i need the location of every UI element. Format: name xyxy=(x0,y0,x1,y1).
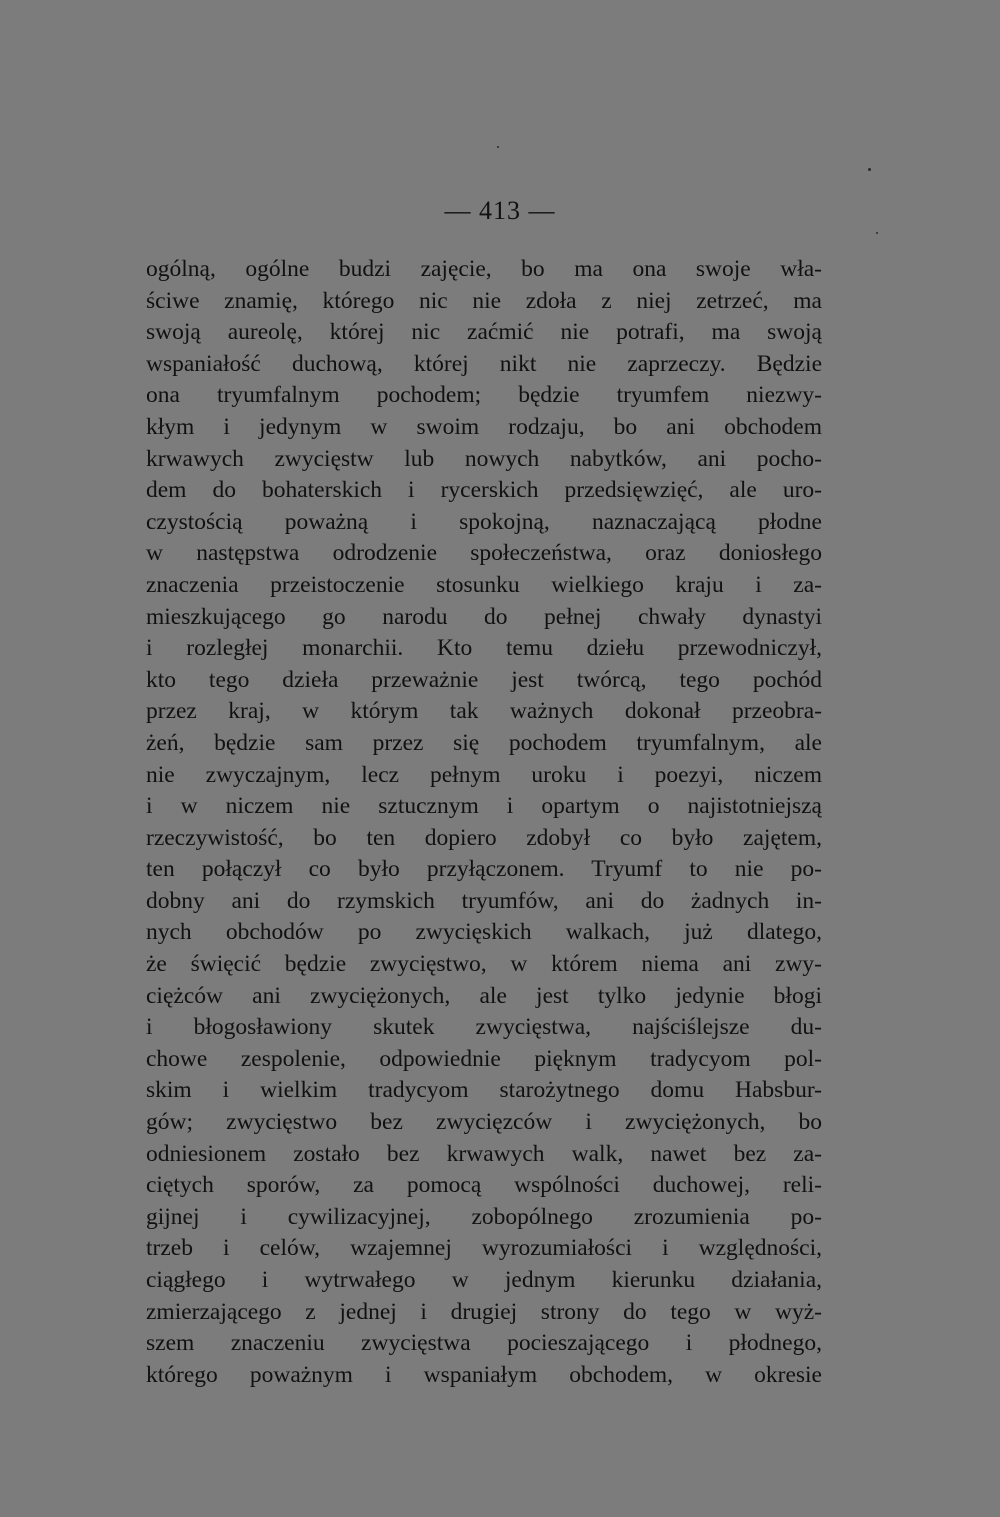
text-line: mieszkującego go narodu do pełnej chwały dynastyi xyxy=(146,603,822,630)
text-line: którego poważnym i wspaniałym obchodem, w okresie xyxy=(146,1361,822,1388)
text-line: ogólną, ogólne budzi zajęcie, bo ma ona swoje wła- xyxy=(146,256,822,282)
text-line: chowe zespolenie, odpowiednie pięknym tradycyom pol- xyxy=(146,1045,822,1072)
text-line: gów; zwycięstwo bez zwycięzców i zwyciężonych, bo xyxy=(146,1109,822,1136)
text-line: przez kraj, w którym tak ważnych dokonał przeobra- xyxy=(146,698,822,725)
text-line: żeń, będzie sam przez się pochodem tryumfalnym, ale xyxy=(146,729,822,756)
text-line: swoją aureolę, której nic zaćmić nie potrafi, ma swoją xyxy=(146,319,822,346)
text-line: i błogosławiony skutek zwycięstwa, najściślejsze du- xyxy=(146,1014,822,1041)
text-line: nie zwyczajnym, lecz pełnym uroku i poezyi, niczem xyxy=(146,761,822,788)
text-line: nych obchodów po zwycięskich walkach, już dlatego, xyxy=(146,919,822,946)
text-line: trzeb i celów, wzajemnej wyrozumiałości i względności, xyxy=(146,1235,822,1262)
scan-speck xyxy=(876,232,878,234)
text-line: ciężców ani zwyciężonych, ale jest tylko jedynie błogi xyxy=(146,982,822,1009)
scan-speck xyxy=(868,168,871,171)
text-line: ściwe znamię, którego nic nie zdoła z niej zetrzeć, ma xyxy=(146,287,822,314)
text-line: czystością poważną i spokojną, naznaczającą płodne xyxy=(146,508,822,535)
text-line: ten połączył co było przyłączonem. Tryumf to nie po- xyxy=(146,856,822,883)
body-text xyxy=(146,254,822,1391)
page-number: — 413 — xyxy=(444,196,556,225)
text-line: dem do bohaterskich i rycerskich przedsięwzięć, ale uro- xyxy=(146,477,822,504)
text-line: wspaniałość duchową, której nikt nie zaprzeczy. Będzie xyxy=(146,350,822,377)
text-line: kłym i jedynym w swoim rodzaju, bo ani obchodem xyxy=(146,413,822,440)
text-line: i rozległej monarchii. Kto temu dziełu przewodniczył, xyxy=(146,635,822,662)
text-line: szem znaczeniu zwycięstwa pocieszającego i płodnego, xyxy=(146,1330,822,1357)
text-line: ona tryumfalnym pochodem; będzie tryumfem niezwy- xyxy=(146,382,822,409)
text-line: zmierzającego z jednej i drugiej strony do tego w wyż- xyxy=(146,1298,822,1325)
text-line: ciętych sporów, za pomocą wspólności duchowej, reli- xyxy=(146,1172,822,1199)
text-line: skim i wielkim tradycyom starożytnego domu Habsbur- xyxy=(146,1077,822,1104)
text-line: rzeczywistość, bo ten dopiero zdobył co było zajętem, xyxy=(146,824,822,851)
text-line: dobny ani do rzymskich tryumfów, ani do żadnych in- xyxy=(146,887,822,914)
text-line: że święcić będzie zwycięstwo, w którem niema ani zwy- xyxy=(146,951,822,978)
text-line: w następstwa odrodzenie społeczeństwa, oraz doniosłego xyxy=(146,540,822,567)
text-line: ciągłego i wytrwałego w jednym kierunku działania, xyxy=(146,1267,822,1293)
text-line: i w niczem nie sztucznym i opartym o najistotniejszą xyxy=(146,793,822,820)
text-line: kto tego dzieła przeważnie jest twórcą, tego pochód xyxy=(146,666,822,693)
text-line: odniesionem zostało bez krwawych walk, nawet bez za- xyxy=(146,1140,822,1167)
scan-speck xyxy=(497,146,499,148)
text-line: gijnej i cywilizacyjnej, zobopólnego zrozumienia po- xyxy=(146,1203,822,1230)
text-line: krwawych zwycięstw lub nowych nabytków, ani pocho- xyxy=(146,445,822,472)
text-line: znaczenia przeistoczenie stosunku wielkiego kraju i za- xyxy=(146,571,822,598)
